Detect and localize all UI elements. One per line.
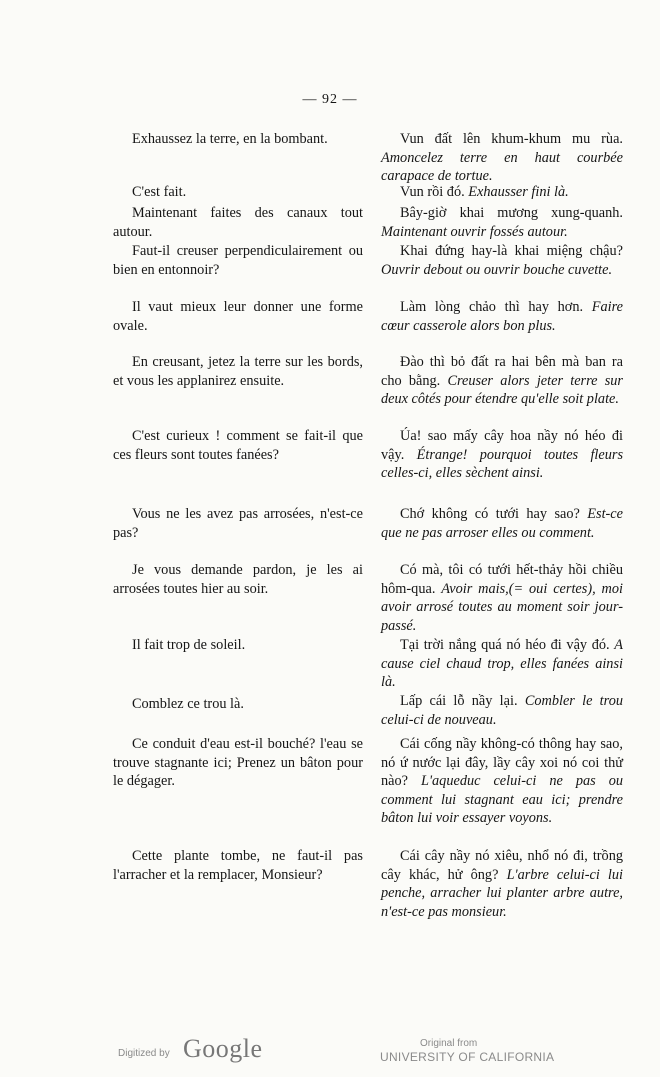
vietnamese-line: Úa! sao mấy cây hoa nầy nó héo đi vậy. Étrange! pourquoi toutes fleurs celles-ci, elles sèchent ainsi. — [381, 428, 624, 481]
french-line: Comblez ce trou là. — [132, 696, 244, 712]
digitization-footer — [0, 1034, 660, 1074]
french-line: Je vous demande pardon, je les ai arrosées toutes hier au soir. — [113, 562, 363, 597]
french-line: Il vaut mieux leur donner une forme ovale. — [113, 299, 363, 334]
french-line: En creusant, jetez la terre sur les bords, et vous les applanirez ensuite. — [113, 354, 363, 389]
vietnamese-line: Có mà, tôi có tưới hết-thảy hồi chiều hôm-qua. Avoir mais,(= oui certes), moi avoir arrosé toutes au moment soir jour-passé. — [381, 562, 623, 634]
vietnamese-line: Cái cống nầy không-có thông hay sao, nó ứ nước lại đây, lầy cây xoi nó coi thử nào? L'aqueduc celui-ci ne pas ou comment lui stagnant eau ici; prendre bâton lui voir essayer voyons. — [381, 736, 623, 826]
vietnamese-line: Tại trời nắng quá nó héo đi vậy đó. A cause ciel chaud trop, elles fanées ainsi là. — [381, 637, 624, 690]
vietnamese-line: Vun đất lên khum-khum mu rùa. Amoncelez terre en haut courbée carapace de tortue. — [381, 131, 623, 184]
vietnamese-line: Vun rồi đó. Exhausser fini là. — [400, 184, 569, 200]
french-line: Cette plante tombe, ne faut-il pas l'arracher et la remplacer, Monsieur? — [113, 848, 363, 883]
google-logo: Google — [183, 1034, 263, 1063]
vietnamese-line: Khai đứng hay-là khai miệng chậu? Ouvrir debout ou ouvrir bouche cuvette. — [381, 243, 623, 278]
french-line: Ce conduit d'eau est-il bouché? l'eau se trouve stagnante ici; Prenez un bâton pour le dégager. — [113, 736, 363, 789]
vietnamese-line: Bây-giờ khai mương xung-quanh. Maintenant ouvrir fossés autour. — [381, 205, 623, 240]
french-line: Vous ne les avez pas arrosées, n'est-ce pas? — [113, 506, 363, 541]
french-line: Exhaussez la terre, en la bombant. — [132, 131, 328, 147]
vietnamese-line: Chớ không có tưới hay sao? Est-ce que ne pas arroser elles ou comment. — [381, 506, 624, 541]
french-line: Maintenant faites des canaux tout autour. — [113, 205, 363, 240]
vietnamese-line: Lấp cái lỗ nầy lại. Combler le trou celui-ci de nouveau. — [381, 693, 623, 728]
french-line: Faut-il creuser perpendiculairement ou bien en entonnoir? — [113, 243, 363, 278]
university-label: UNIVERSITY OF CALIFORNIA — [380, 1050, 555, 1064]
page-number: — 92 — — [302, 92, 358, 107]
digitized-by-label: Digitized by — [118, 1048, 170, 1059]
vietnamese-line: Đào thì bỏ đất ra hai bên mà ban ra cho bằng. Creuser alors jeter terre sur deux côtés pour étendre qu'elle soit plate. — [381, 354, 623, 407]
vietnamese-line: Làm lòng chảo thì hay hơn. Faire cœur casserole alors bon plus. — [381, 299, 623, 334]
french-line: Il fait trop de soleil. — [132, 637, 246, 653]
vietnamese-line: Cái cây nầy nó xiêu, nhổ nó đi, trồng cây khác, hử ông? L'arbre celui-ci lui penche, arracher lui planter arbre autre, n'est-ce pas monsieur. — [381, 848, 623, 920]
original-from-label: Original from — [420, 1038, 478, 1049]
french-line: C'est fait. — [132, 184, 187, 200]
french-line: C'est curieux ! comment se fait-il que ces fleurs sont toutes fanées? — [113, 428, 363, 463]
